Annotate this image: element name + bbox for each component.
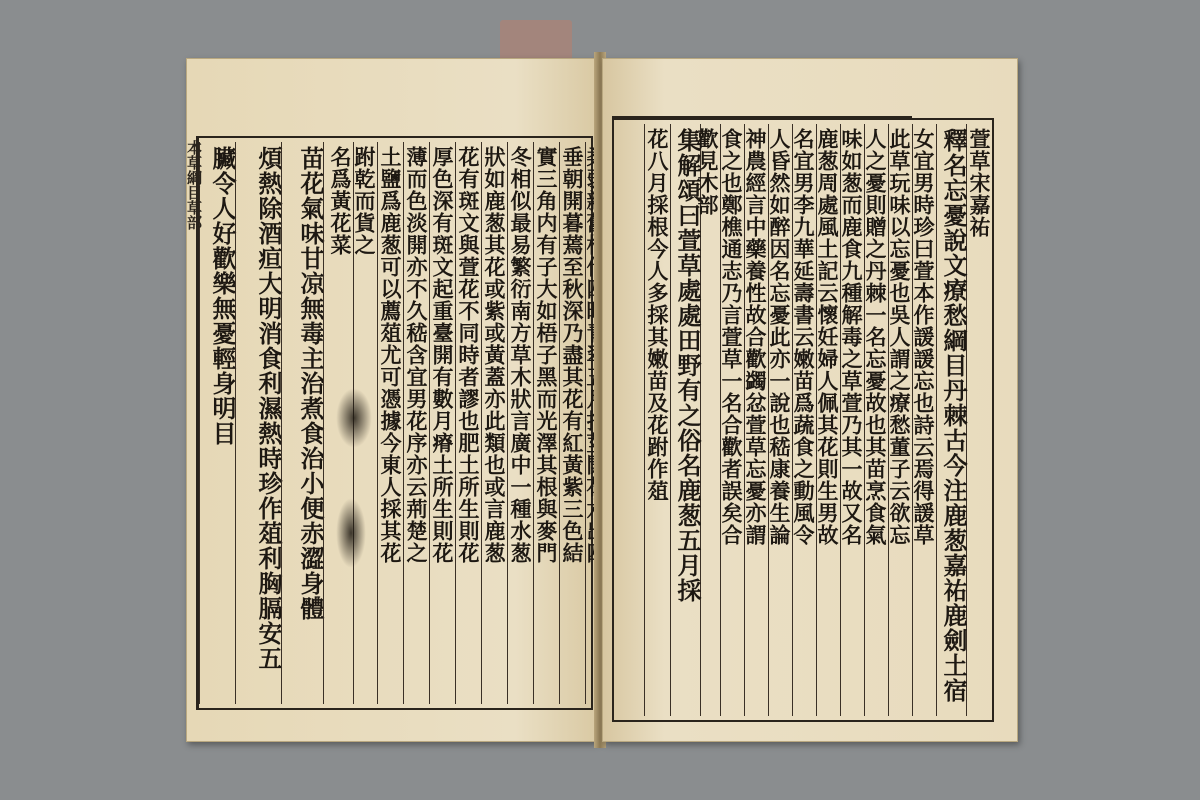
left-page-text-column: 花有斑文與萱花不同時者謬也肥土所生則花 [455, 142, 482, 704]
left-page-text-column: 實三角内有子大如梧子黑而光澤其根與麥門 [533, 142, 560, 704]
right-text-frame [612, 118, 994, 722]
left-page-text-column: 薄而色淡開亦不久嵇含宜男花序亦云荊楚之 [403, 142, 430, 704]
right-page-text-column: 食之也鄭樵通志乃言萱草一名合歡者誤矣合 [720, 124, 745, 716]
ink-smudge [336, 498, 366, 568]
left-page-text-column: 苗花氣味甘凉無毒主治煮食治小便赤澀身體 [281, 142, 324, 704]
ink-smudge [336, 388, 372, 448]
left-page [186, 58, 598, 742]
right-page-text-column: 萱草宋嘉祐 [966, 124, 993, 716]
left-margin-title: 本草綱目草部 [185, 140, 203, 230]
right-page-text-column: 名宜男李九華延壽書云嫩苗爲蔬食之動風令 [792, 124, 817, 716]
right-page-text-column: 神農經言中藥養性故合歡蠲忿萱草忘憂亦謂 [744, 124, 769, 716]
open-book [186, 52, 1018, 748]
left-page-text-column: 煩熱除酒疸大明消食利濕熱時珍作葅利胸膈安五 [235, 142, 282, 704]
right-page-text-column: 此草玩味以忘憂也吳人謂之療愁董子云欲忘 [888, 124, 913, 716]
left-page-text-column: 厚色深有斑文起重臺開有數月瘠土所生則花 [429, 142, 456, 704]
left-page-text-column: 名爲黃花菜 [323, 142, 354, 704]
left-page-text-column: 跗乾而貨之 [353, 142, 378, 704]
left-page-text-column: 冬相似最易繁衍南方草木狀言廣中一種水葱 [507, 142, 534, 704]
right-page-text-column: 釋名忘憂說文療愁綱目丹棘古今注鹿葱嘉祐鹿劍土宿 [936, 124, 967, 716]
left-page-text-column: 狀如鹿葱其花或紫或黃蓋亦此類也或言鹿葱 [481, 142, 508, 704]
left-page-text-column: 臟令人好歡樂無憂輕身明目 [199, 142, 236, 704]
right-page-text-column: 女宜男時珍曰萱本作諼諼忘也詩云焉得諼草 [912, 124, 937, 716]
right-page-text-column: 集解頌曰萱草處處田野有之俗名鹿葱五月採 [670, 124, 701, 716]
right-page-text-column: 味如葱而鹿食九種解毒之草萱乃其一故又名 [840, 124, 865, 716]
right-page-text-column: 歡見木部 [700, 124, 721, 716]
left-text-frame [196, 136, 593, 710]
left-page-text-column: 垂朝開暮蔫至秋深乃盡其花有紅黃紫三色結 [559, 142, 586, 704]
right-page-text-column: 人之憂則贈之丹棘一名忘憂故也其苗烹食氣 [864, 124, 889, 716]
right-page-text-column: 鹿葱周處風土記云懷妊婦人佩其花則生男故 [816, 124, 841, 716]
right-page [602, 58, 1018, 742]
left-page-text-column: 土鹽爲鹿葱可以薦葅尤可憑據今東人採其花 [377, 142, 404, 704]
right-page-text-column: 花八月採根今人多採其嫩苗及花跗作葅 [644, 124, 671, 716]
right-page-text-column: 人昏然如醉因名忘憂此亦一說也嵇康養生論 [768, 124, 793, 716]
